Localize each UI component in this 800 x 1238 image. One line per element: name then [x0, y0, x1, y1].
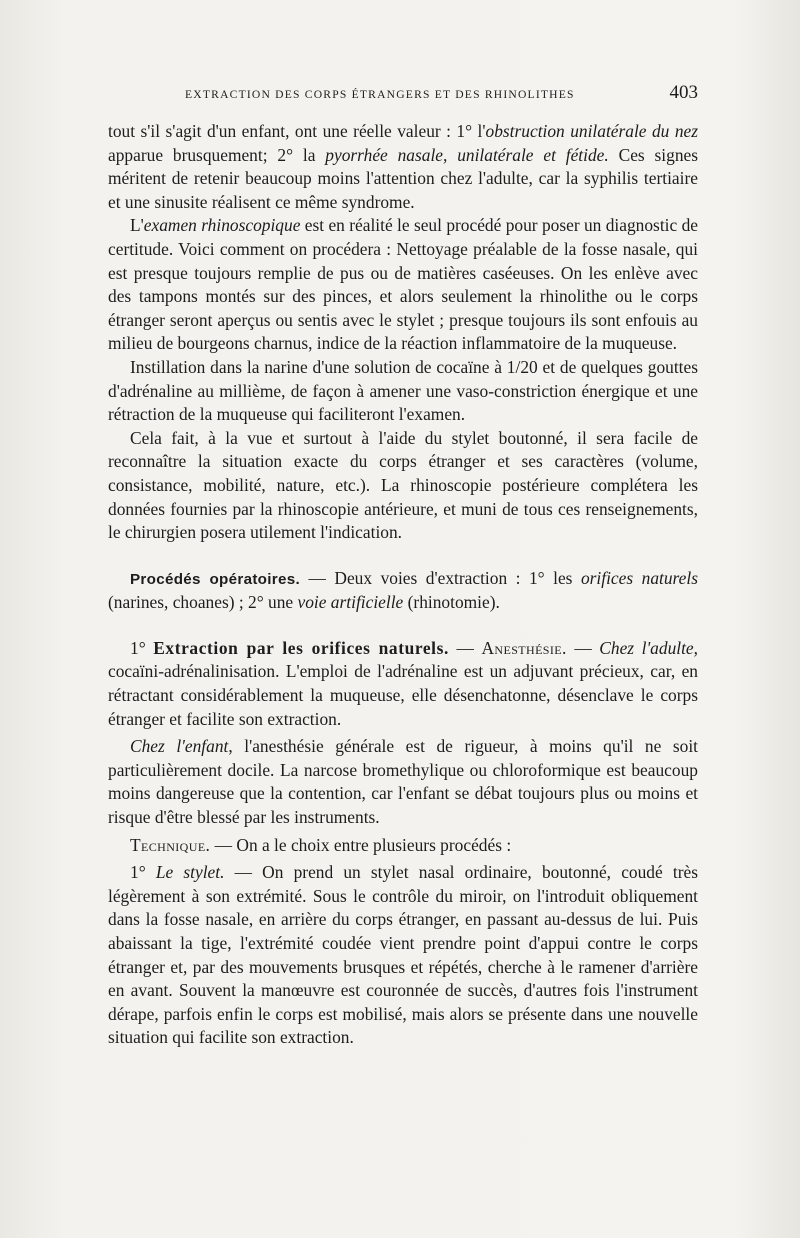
running-head: EXTRACTION DES CORPS ÉTRANGERS ET DES RHINOLITHES: [185, 88, 575, 101]
paragraph-operative-procedures: Procédés opératoires. — Deux voies d'extraction : 1° les orifices naturels (narines, choanes) ; 2° une voie artificielle (rhinotomie).: [108, 567, 698, 613]
subheading-anesthesia: Anesthésie.: [481, 637, 567, 658]
subheading-technique: Technique.: [130, 834, 211, 855]
paragraph-technique: Technique. — On a le choix entre plusieurs procédés :: [130, 834, 512, 855]
paragraph-rhinoscopic-exam: L'examen rhinoscopique est en réalité le seul procédé pour poser un diagnostic de certitude. Voici comment on procédera : Nettoyage préalable de la fosse nasale, qui est presque toujours remplie de pus ou de matières caséeuses. On les enlève avec des tampons montés sur des pinces, et alors seulement la rhinolithe ou le corps étranger seront aperçus ou sentis avec le stylet ; presque toujours ils sont enfouis au milieu de bourgeons charnus, indice de la réaction inflammatoire de la muqueuse.: [108, 215, 698, 354]
section-heading-natural-orifices: Extraction par les orifices naturels.: [153, 637, 449, 658]
paragraph-diagnosis-signs: tout s'il s'agit d'un enfant, ont une réelle valeur : 1° l'obstruction unilatérale du nez apparue brusquement; 2° la pyorrhée nasale, unilatérale et fétide. Ces signes méritent de retenir beaucoup moins l'attention chez l'adulte, car la syphilis tertiaire et une sinusite réalisent ce même syndrome.: [108, 121, 699, 212]
paragraph-stylet-procedure: 1° Le stylet. — On prend un stylet nasal ordinaire, boutonné, coudé très légèrement à son extrémité. Sous le contrôle du miroir, on l'introduit obliquement dans la fosse nasale, en arrière du corps étranger, en passant au-dessus de lui. Puis abaissant la tige, l'extrémité coudée vient prendre point d'appui contre le corps étranger et, par des mouvements brusques et répétés, cherche à le ramener d'arrière en avant. Souvent la manœuvre est couronnée de succès, d'autres fois l'instrument dérape, parfois enfin le corps est mobilisé, mais alors se présente dans une nouvelle situation qui facilite son extraction.: [108, 862, 698, 1048]
page-body: [108, 120, 698, 1050]
paragraph-stylet-exam: Cela fait, à la vue et surtout à l'aide du stylet boutonné, il sera facile de reconnaître la situation exacte du corps étranger et ses caractères (volume, consistance, mobilité, nature, etc.). La rhinoscopie postérieure complétera les données fournies par la rhinoscopie antérieure, et muni de tous ces renseignements, le chirurgien posera utilement l'indication.: [108, 427, 698, 543]
paragraph-child-anesthesia: Chez l'enfant, l'anesthésie générale est de rigueur, à moins qu'il ne soit particulièrement docile. La narcose bromethylique ou chloroformique est beaucoup moins dangereuse que la contention, car l'enfant se débat toujours plus ou moins et risque d'être blessé par les instruments.: [108, 736, 698, 828]
paragraph-instillation: Instillation dans la narine d'une solution de cocaïne à 1/20 et de quelques gouttes d'adrénaline au millième, de façon à amener une vaso-constriction énergique et une rétraction de la muqueuse qui faciliteront l'examen.: [108, 356, 698, 425]
page-number: 403: [669, 82, 698, 103]
page-header: [133, 82, 698, 110]
paragraph-natural-orifices: 1° Extraction par les orifices naturels. — Anesthésie. — Chez l'adulte, cocaïni-adrénalinisation. L'emploi de l'adrénaline est un adjuvant précieux, car, en rétractant considérablement la muqueuse, elle désenchatonne, désenclave le corps étranger et facilite son extraction.: [108, 637, 698, 729]
section-heading-procedures: Procédés opératoires.: [130, 570, 300, 588]
